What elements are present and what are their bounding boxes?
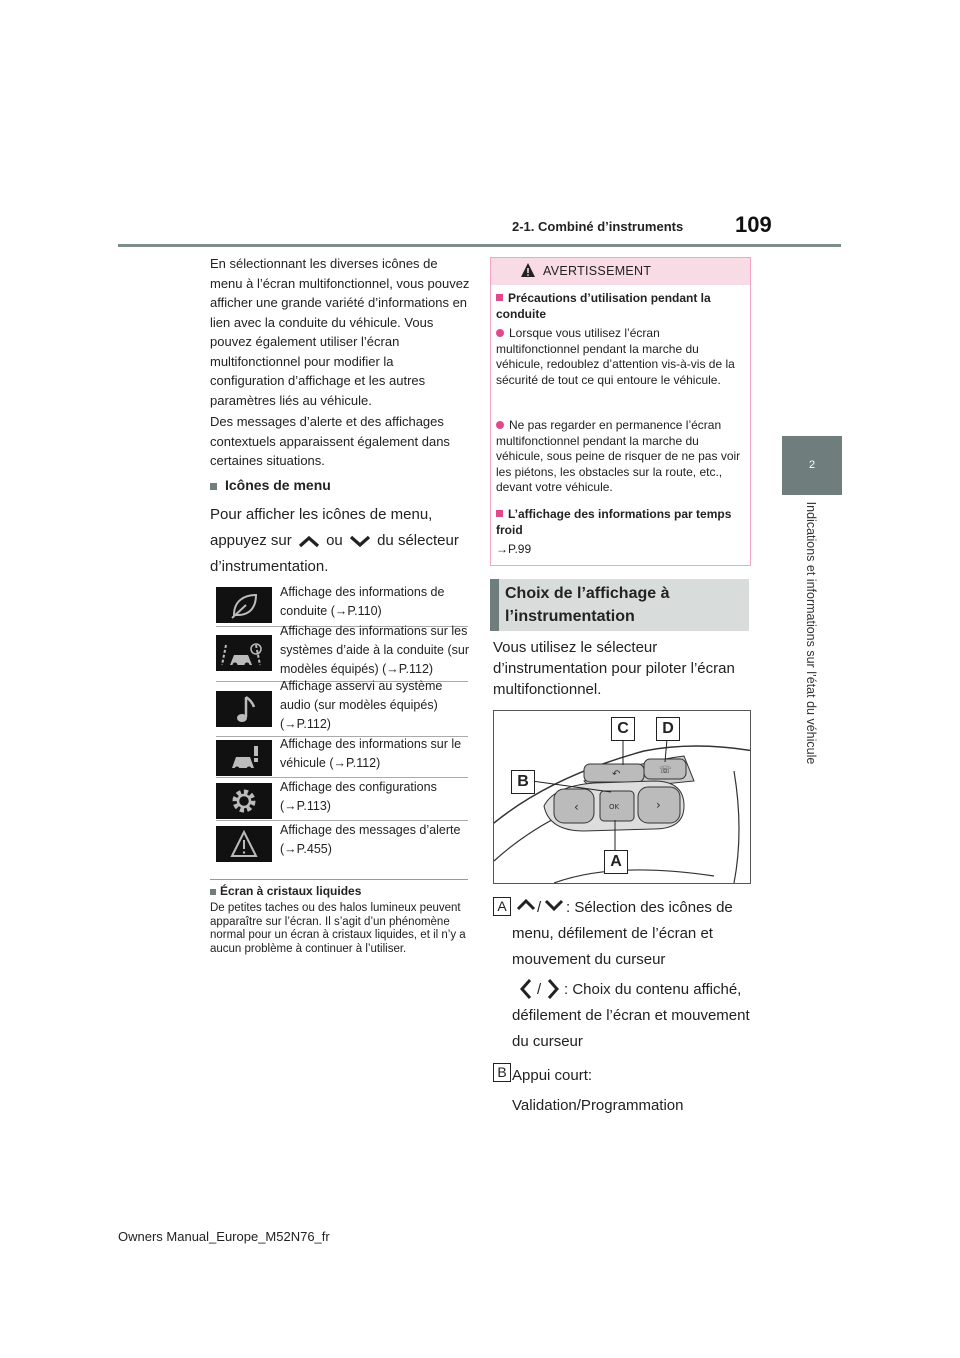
warning-item-2	[496, 418, 741, 496]
figure-label-c: C	[611, 717, 635, 741]
label-b-box: B	[493, 1063, 511, 1082]
menu-heading-text: Icônes de menu	[225, 477, 331, 493]
intro-paragraph-1: En sélectionnant les diverses icônes de menu à l’écran multifonctionnel, vous pouvez afficher une grande variété d’informations en lien avec la conduite du véhicule. Vous pouvez également utiliser l’écran multifonctionnel pour modifier la configuration d’affichage et les autres paramètres liés au véhicule.	[210, 256, 470, 408]
warning-bullet	[496, 294, 503, 301]
intro-paragraph-2: Des messages d’alerte et des affichages contextuels apparaissent également dans certaines situations.	[210, 414, 450, 468]
note-title-text: Écran à cristaux liquides	[220, 884, 362, 898]
gear-icon	[216, 783, 272, 819]
menu-text-b	[210, 528, 470, 553]
footer-text: Owners Manual_Europe_M52N76_fr	[118, 1229, 330, 1244]
figure-label-d: D	[656, 717, 680, 741]
note-rule	[210, 879, 468, 880]
warning-item-2-text: Ne pas regarder en permanence l’écran multifonctionnel pendant la marche du véhicule, sous peine de risquer de ne pas voir les piétons, les obstacles sur la route, etc., devant votre véhicule.	[496, 418, 741, 495]
note-body: De petites taches ou des halos lumineux peuvent apparaître sur l’écran. Il s’agit d’un phénomène normal pour un écran à cristaux liquides, et il n’y a aucun problème à continuer à l’utiliser.	[210, 902, 466, 955]
warning-heading-2-text: L’affichage des informations par temps froid	[496, 507, 732, 537]
icon-desc-3: Affichage des informations sur le véhicule (→P.112)	[280, 737, 462, 770]
chevron-down-icon	[347, 533, 373, 549]
a-desc-2: : Choix du contenu affiché, défilement de l’écran et mouvement du curseur	[512, 981, 750, 1050]
leaf-icon	[216, 587, 272, 623]
menu-text-b1: appuyez sur	[210, 532, 292, 549]
menu-text-b2: ou	[326, 532, 343, 549]
note-bullet	[210, 889, 216, 895]
choix-heading: Choix de l’affichage à l’instrumentation	[505, 585, 670, 625]
svg-text:OK: OK	[609, 803, 620, 811]
note-title	[210, 884, 361, 898]
figure-label-b: B	[511, 770, 535, 794]
driver-assist-icon	[216, 635, 272, 671]
warning-ref: →P.99	[496, 542, 532, 556]
warning-heading-1	[496, 291, 741, 322]
chevron-up-icon	[296, 533, 322, 549]
svg-text:‹: ‹	[574, 800, 579, 814]
vehicle-info-icon	[216, 740, 272, 776]
svg-text:›: ›	[656, 798, 661, 812]
icon-desc-0: Affichage des informations de conduite (→P.110)	[280, 585, 445, 618]
a-desc-1: : Sélection des icônes de menu, défilement de l’écran et mouvement du curseur	[512, 899, 733, 968]
page-number: 109	[735, 212, 772, 237]
warning-heading-2	[496, 507, 741, 538]
icon-desc-2: Affichage asservi au système audio (sur modèles équipés) (→P.112)	[280, 679, 443, 731]
warning-item-1	[496, 326, 741, 388]
menu-text-c: d’instrumentation.	[210, 558, 329, 575]
heading-bullet	[210, 483, 217, 490]
menu-text-a: Pour afficher les icônes de menu,	[210, 506, 433, 523]
warning-heading-1-text: Précautions d’utilisation pendant la conduite	[496, 291, 711, 321]
section-title: 2-1. Combiné d’instruments	[512, 219, 684, 234]
slash-a: /	[537, 899, 542, 916]
warning-title: AVERTISSEMENT	[543, 264, 652, 278]
chapter-tab: 2	[782, 436, 842, 495]
choix-intro: Vous utilisez le sélecteur d’instrumentation pour piloter l’écran multifonctionnel.	[493, 639, 735, 698]
menu-heading	[210, 477, 331, 493]
warning-dot	[496, 421, 504, 429]
figure-label-a: A	[604, 850, 628, 874]
slash-b: /	[537, 981, 542, 998]
warning-item-1-text: Lorsque vous utilisez l’écran multifonctionnel pendant la marche du véhicule, redoublez d’attention vis-à-vis de la sécurité de tout ce qui entoure le véhicule.	[496, 326, 735, 387]
label-a-box: A	[493, 897, 511, 916]
choix-heading-bar	[490, 579, 499, 631]
warning-bullet	[496, 510, 503, 517]
header-rule	[118, 244, 841, 247]
warning-dot	[496, 329, 504, 337]
music-note-icon	[216, 691, 272, 727]
icon-desc-1: Affichage des informations sur les systèmes d’aide à la conduite (sur modèles équipés) (→P.112)	[280, 624, 469, 676]
chapter-side-title: Indications et informations sur l’état du véhicule	[804, 501, 818, 765]
svg-text:↶: ↶	[612, 769, 621, 780]
menu-text-b3: du sélecteur	[377, 532, 459, 549]
b-desc: Appui court: Validation/Programmation	[512, 1067, 684, 1114]
warning-triangle-icon	[216, 826, 272, 862]
warning-triangle-icon	[520, 262, 536, 278]
icon-desc-5: Affichage des messages d’alerte (→P.455)	[280, 823, 461, 856]
svg-text:☏: ☏	[659, 765, 672, 776]
icon-desc-4: Affichage des configurations (→P.113)	[280, 780, 437, 813]
